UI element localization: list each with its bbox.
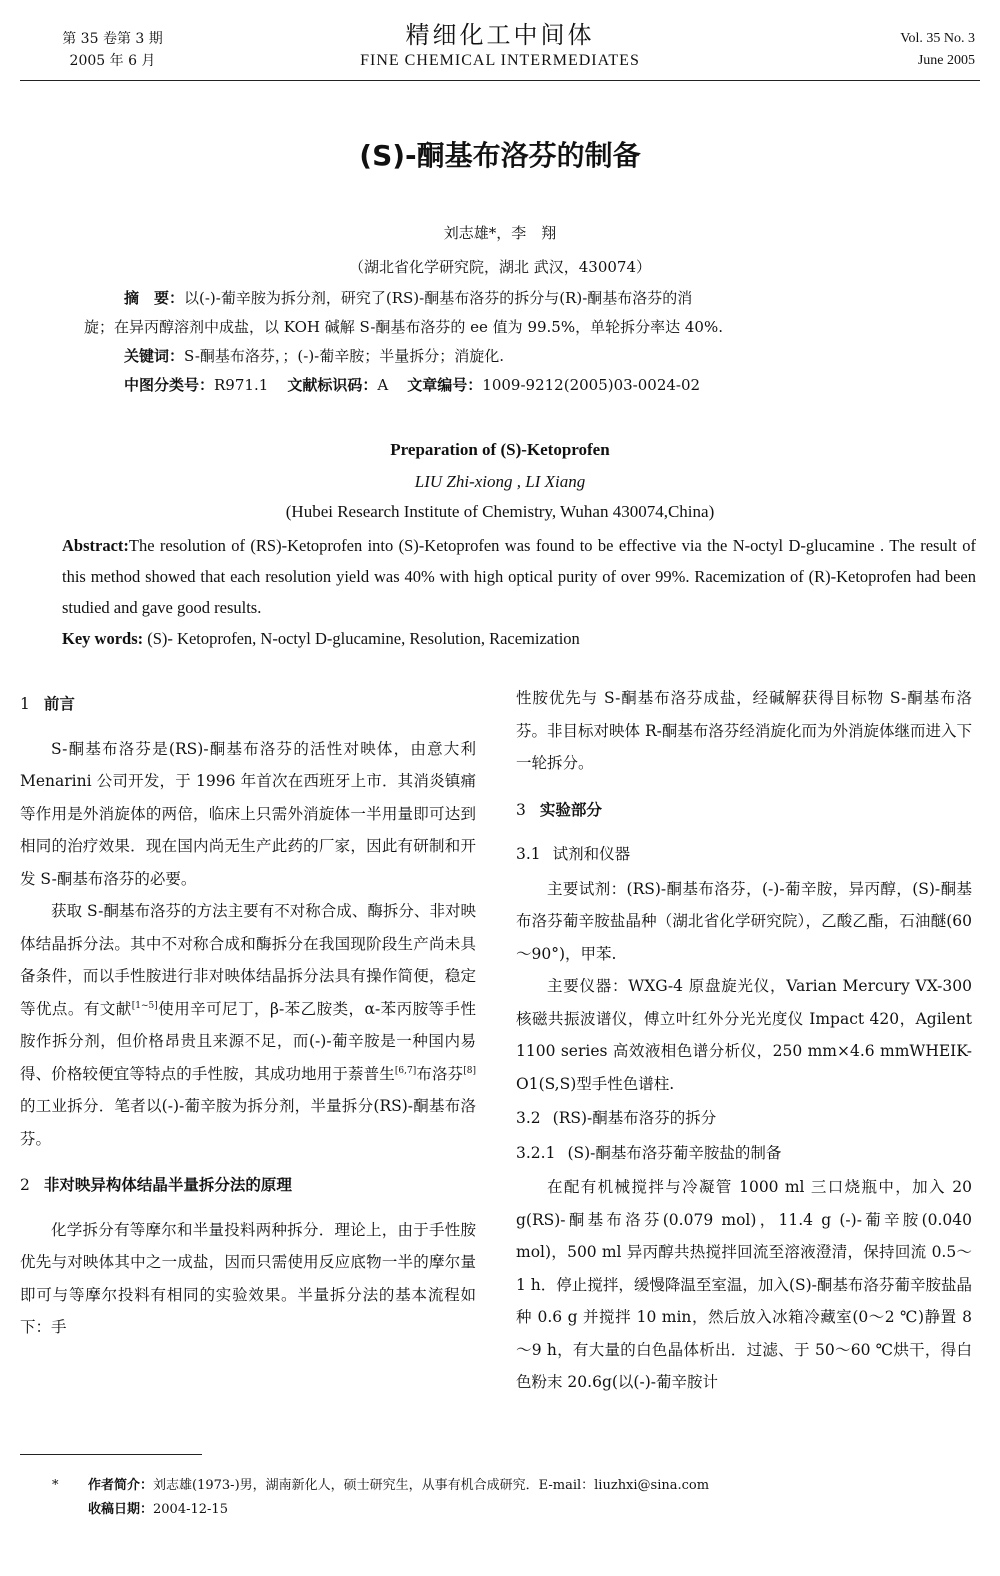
- subsection-3-1-title: 试剂和仪器: [552, 845, 631, 863]
- right-column: [516, 682, 972, 1399]
- subsection-3-1-number: 3.1: [516, 845, 541, 863]
- citation-ref: [8]: [463, 1065, 476, 1076]
- article-no-value: 1009-9212(2005)03-0024-02: [482, 376, 701, 394]
- date-cn: 2005 年 6 月: [69, 53, 156, 69]
- footnotes: [52, 1474, 972, 1522]
- author-bio-footnote: [52, 1474, 972, 1498]
- english-title: Preparation of (S)-Ketoprofen: [390, 440, 610, 459]
- english-abstract-block: [24, 530, 976, 654]
- keywords-en-text: (S)- Ketoprofen, N-octyl D-glucamine, Resolution, Racemization: [143, 629, 580, 648]
- abstract-cn-block: [84, 284, 976, 400]
- subsection-3-2-1-title: (S)-酮基布洛芬葡辛胺盐的制备: [567, 1143, 782, 1162]
- reagents-paragraph: 主要试剂：(RS)-酮基布洛芬，(-)-葡辛胺，异丙醇，(S)-酮基布洛芬葡辛胺盐晶种（湖北省化学研究院），乙酸乙酯，石油醚(60～90°)，甲苯.: [516, 879, 972, 963]
- footnote-marker: *: [52, 1478, 59, 1493]
- para2-part-a: 获取 S-酮基布洛芬的方法主要有不对称合成、酶拆分、非对映体结晶拆分法。其中不对称合成和酶拆分在我国现阶段生产尚未具备条件，而以手性胺进行非对映体结晶拆分法具有操作简便，稳定等优点。有文献: [20, 902, 476, 1018]
- article-no-label: 文章编号：: [407, 376, 483, 394]
- classification-line: [84, 371, 976, 400]
- author-bio-text: 刘志雄(1973-)男，湖南新化人，硕士研究生，从事有机合成研究．E-mail：liuzhxi@sina.com: [153, 1478, 710, 1493]
- journal-name: [300, 20, 700, 72]
- abstract-cn-text1: 以(-)-葡辛胺为拆分剂，研究了(RS)-酮基布洛芬的拆分与(R)-酮基布洛芬的消: [184, 289, 693, 307]
- citation-ref: [6,7]: [394, 1065, 417, 1076]
- received-date-label: 收稿日期：: [88, 1502, 154, 1517]
- clc-value: R971.1: [214, 376, 269, 394]
- received-date-value: 2004-12-15: [153, 1502, 228, 1517]
- para2-part-b: 使用辛可尼丁，β-苯乙胺类，α-苯丙胺等手性胺作拆分剂，但价格昂贵且来源不足，而(-)-葡辛胺是一种国内易得、价格较便宜等特点的手性胺，其成功地用于萘普生: [20, 999, 476, 1083]
- section-1-paragraph-2: [20, 895, 476, 1155]
- section-3-heading: [516, 794, 972, 827]
- instruments-paragraph: 主要仪器：WXG-4 原盘旋光仪，Varian Mercury VX-300 核磁共振波谱仪，傅立叶红外分光光度仪 Impact 420，Agilent 1100 series 高效液相色谱分析仪，250 mm×4.6 mmWHEIK-O1(S,S)型手性色谱柱.: [516, 977, 972, 1093]
- section-1-number: 1: [20, 695, 30, 713]
- subsection-3-2-number: 3.2: [516, 1109, 541, 1127]
- doc-code-value: A: [377, 376, 389, 394]
- author-bio-label: 作者简介：: [88, 1478, 154, 1493]
- english-keywords: [24, 623, 976, 654]
- footnote-rule: [20, 1454, 202, 1455]
- volume-cn: 第 35 卷第 3 期: [62, 31, 163, 47]
- section-2-paragraph-continued: 性胺优先与 S-酮基布洛芬成盐，经碱解获得目标物 S-酮基布洛芬。非目标对映体 R-酮基布洛芬经消旋化而为外消旋体继而进入下一轮拆分。: [516, 689, 972, 772]
- english-authors: LIU Zhi-xiong , LI Xiang: [414, 472, 586, 491]
- left-column: [20, 682, 476, 1344]
- section-2-title: 非对映异构体结晶半量拆分法的原理: [43, 1176, 292, 1194]
- clc-label: 中图分类号：: [124, 376, 215, 394]
- journal-name-cn: 精细化工中间体: [405, 21, 595, 49]
- section-2-heading: [20, 1169, 476, 1202]
- section-1-paragraph-1: S-酮基布洛芬是(RS)-酮基布洛芬的活性对映体，由意大利 Menarini 公司开发，于 1996 年首次在西班牙上市．其消炎镇痛等作用是外消旋体的两倍，临床上只需外消旋体一半用量即可达到相同的治疗效果．现在国内尚无生产此药的厂家，因此有研制和开发 S-酮基布洛芬的必要。: [20, 739, 476, 888]
- english-affiliation: (Hubei Research Institute of Chemistry, Wuhan 430074,China): [285, 502, 715, 521]
- volume-en: Vol. 35 No. 3: [900, 31, 975, 46]
- para2-part-c: 布洛芬: [416, 1064, 464, 1083]
- keywords-en-label: Key words:: [62, 629, 144, 648]
- keywords-cn: [84, 342, 976, 371]
- journal-name-en: FINE CHEMICAL INTERMEDIATES: [360, 52, 640, 69]
- abstract-en-label: Abstract:: [62, 536, 129, 555]
- authors-cn: 刘志雄*，李 翔: [443, 224, 557, 242]
- date-en: June 2005: [917, 53, 975, 68]
- paper-title: (S)-酮基布洛芬的制备: [359, 139, 641, 172]
- subsection-3-2-heading: [516, 1102, 972, 1135]
- doc-code-label: 文献标识码：: [287, 376, 378, 394]
- section-2-paragraph-1: 化学拆分有等摩尔和半量投料两种拆分．理论上，由于手性胺优先与对映体其中之一成盐，因而只需使用反应底物一半的摩尔量即可与等摩尔投料有相同的实验效果。半量拆分法的基本流程如下：手: [20, 1220, 476, 1336]
- abstract-cn-line1: [84, 284, 976, 313]
- subsection-3-2-title: (RS)-酮基布洛芬的拆分: [552, 1109, 717, 1127]
- citation-ref: [1~5]: [131, 1000, 158, 1011]
- keywords-cn-text: S-酮基布洛芬，；(-)-葡辛胺；半量拆分；消旋化.: [184, 347, 505, 365]
- section-3-number: 3: [516, 800, 526, 819]
- section-1-title: 前言: [43, 695, 75, 713]
- subsection-3-2-1-number: 3.2.1: [516, 1143, 556, 1162]
- issue-info-en: [860, 28, 975, 72]
- affiliation-cn: （湖北省化学研究院，湖北 武汉，430074）: [348, 258, 652, 276]
- abstract-cn-label: 摘 要：: [124, 289, 185, 307]
- procedure-paragraph: 在配有机械搅拌与冷凝管 1000 ml 三口烧瓶中，加入 20 g(RS)-酮基布洛芬(0.079 mol)，11.4 g (-)-葡辛胺(0.040 mol)，500 ml 异丙醇共热搅拌回流至溶液澄清，保持回流 0.5～1 h．停止搅拌，缓慢降温至室温，加入(S)-酮基布洛芬葡辛胺盐晶种 0.6 g 并搅拌 10 min，然后放入冰箱冷藏室(0～2 ℃)静置 8～9 h，有大量的白色晶体析出．过滤、于 50～60 ℃烘干，得白色粉末 20.6g(以(-)-葡辛胺计: [516, 1178, 972, 1391]
- section-1-heading: [20, 688, 476, 721]
- abstract-cn-line2: 旋；在异丙醇溶剂中成盐，以 KOH 碱解 S-酮基布洛芬的 ee 值为 99.5%，单轮拆分率达 40%.: [84, 318, 723, 336]
- keywords-cn-label: 关键词：: [124, 347, 185, 365]
- received-date-footnote: [52, 1498, 972, 1522]
- abstract-en-text: The resolution of (RS)-Ketoprofen into (S)-Ketoprofen was found to be effective via the N-octyl D-glucamine . The result of this method showed that each resolution yield was 40% with high optical purity of over 99%. Racemization of (R)-Ketoprofen had been studied and gave good results.: [62, 536, 976, 617]
- header-rule: [20, 80, 980, 81]
- section-2-number: 2: [20, 1176, 30, 1194]
- para2-part-d: 的工业拆分．笔者以(-)-葡辛胺为拆分剂，半量拆分(RS)-酮基布洛芬。: [20, 1097, 476, 1148]
- section-3-title: 实验部分: [539, 800, 602, 819]
- english-abstract: [24, 530, 976, 623]
- subsection-3-1-heading: [516, 838, 972, 871]
- subsection-3-2-1-heading: [516, 1137, 972, 1170]
- issue-info-cn: [60, 28, 165, 72]
